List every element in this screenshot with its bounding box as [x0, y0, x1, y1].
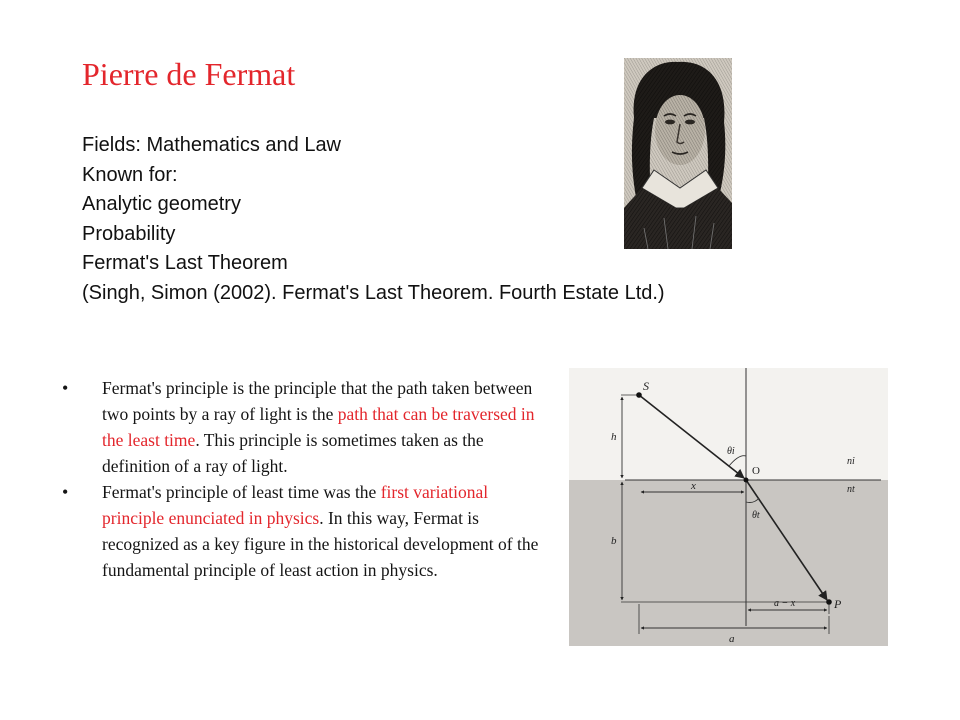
label-s: S [643, 379, 649, 393]
label-p: P [834, 597, 842, 611]
info-known-for: Known for: [82, 163, 178, 186]
label-n-t: nt [847, 484, 855, 495]
label-b: b [611, 535, 617, 547]
info-block [82, 131, 665, 308]
label-h: h [611, 431, 617, 443]
lower-medium [569, 480, 888, 646]
point-o [744, 478, 749, 483]
bullet-list [60, 375, 540, 583]
bullet-item [60, 479, 540, 583]
portrait-image [624, 58, 732, 249]
info-fields: Fields: Mathematics and Law [82, 134, 342, 156]
point-s [636, 392, 642, 398]
upper-medium [569, 368, 888, 480]
bullet-highlight: first variational principle enunciated in physics [102, 482, 489, 528]
bullet-text: Fermat's principle is the principle that the path taken between two points by a ray of light is the [102, 378, 533, 424]
info-probability: Probability [82, 222, 176, 245]
bullet-text: . This principle is sometimes taken as the definition of a ray of light. [102, 430, 484, 476]
bullet-highlight: path that can be traversed in the least time [102, 404, 535, 450]
bullet-text: . In this way, Fermat is recognized as a key figure in the historical development of the fundamental principle of least action in physics. [102, 508, 539, 580]
refraction-diagram [569, 368, 888, 646]
label-theta-t: θt [752, 510, 760, 521]
info-last-theorem: Fermat's Last Theorem [82, 252, 288, 274]
label-o: O [752, 465, 760, 477]
info-citation: (Singh, Simon (2002). Fermat's Last Theorem. Fourth Estate Ltd.) [82, 281, 665, 304]
point-p [826, 599, 832, 605]
bullet-item [60, 375, 540, 479]
page-title: Pierre de Fermat [82, 56, 296, 92]
info-analytic-geometry: Analytic geometry [82, 193, 241, 215]
label-theta-i: θi [727, 446, 735, 457]
label-x: x [691, 480, 696, 492]
label-a-minus-x: a − x [774, 598, 796, 609]
portrait-icon [624, 58, 732, 249]
label-a: a [729, 633, 735, 645]
label-n-i: ni [847, 456, 855, 467]
bullet-text: Fermat's principle of least time was the [102, 482, 381, 502]
